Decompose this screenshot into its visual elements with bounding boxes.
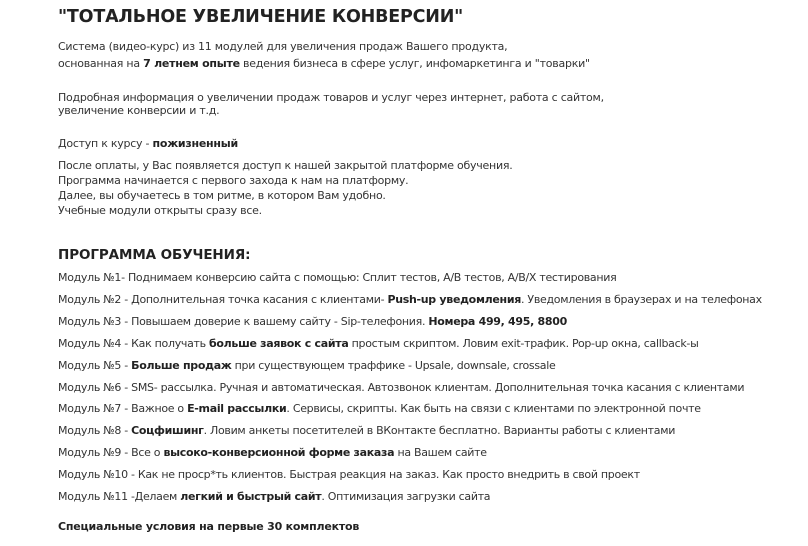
special-offer: Специальные условия на первые 30 комплектов <box>58 520 360 533</box>
module-highlight: больше заявок с сайта <box>209 336 349 350</box>
intro-experience-highlight: 7 летнем опыте <box>143 57 240 70</box>
after-payment-line: Учебные модули открыты сразу все. <box>58 204 262 217</box>
module-text-after: . Сервисы, скрипты. Как быть на связи с клиентами по электронной почте <box>286 402 701 416</box>
access-value: пожизненный <box>152 137 238 150</box>
module-text: Модуль №1- Поднимаем конверсию сайта с помощью: Сплит тестов, A/B тестов, A/B/X тестирования <box>58 271 617 284</box>
module-highlight: Номера 499, 495, 8800 <box>428 314 567 328</box>
module-item <box>58 358 555 373</box>
intro-line-2-post: ведения бизнеса в сфере услуг, инфомаркетинга и "товарки" <box>239 57 590 70</box>
module-text: Модуль №5 - <box>58 358 132 372</box>
intro-line-1: Система (видео-курс) из 11 модулей для увеличения продаж Вашего продукта, <box>58 40 508 53</box>
course-title: "ТОТАЛЬНОЕ УВЕЛИЧЕНИЕ КОНВЕРСИИ" <box>58 7 464 27</box>
access-line <box>58 136 238 151</box>
module-highlight: Больше продаж <box>131 358 232 372</box>
after-payment-line: Программа начинается с первого захода к нам на платформу. <box>58 174 409 187</box>
module-item <box>58 336 698 351</box>
module-text: Модуль №8 - <box>58 424 132 438</box>
module-text-after: при существующем траффике - Upsale, downsale, crossale <box>231 358 556 372</box>
module-item <box>58 467 640 482</box>
module-highlight: Push-up уведомления <box>387 292 522 306</box>
module-text-after: . Уведомления в браузерах и на телефонах <box>521 292 762 306</box>
module-item <box>58 489 490 504</box>
module-text: Модуль №10 - Как не проср*ть клиентов. Быстрая реакция на заказ. Как просто внедрить в свой проект <box>58 468 640 482</box>
details-line-2: увеличение конверсии и т.д. <box>58 104 220 117</box>
intro-line-2 <box>58 56 590 71</box>
after-payment-line: Далее, вы обучаетесь в том ритме, в котором Вам удобно. <box>58 189 386 202</box>
access-label: Доступ к курсу - <box>58 137 153 150</box>
module-item <box>58 292 762 307</box>
intro-line-2-pre: основанная на <box>58 57 144 70</box>
module-item <box>58 401 701 416</box>
module-text: Модуль №4 - Как получать <box>58 336 210 350</box>
module-item <box>58 423 675 438</box>
module-highlight: E-mail рассылки <box>187 402 287 416</box>
module-item <box>58 314 567 329</box>
program-heading: ПРОГРАММА ОБУЧЕНИЯ: <box>58 247 251 263</box>
module-text: Модуль №6 - SMS- рассылка. Ручная и автоматическая. Автозвонок клиентам. Дополнительная точка касания с клиентами <box>58 380 745 394</box>
module-highlight: легкий и быстрый сайт <box>180 490 322 503</box>
module-highlight: высоко-конверсионной форме заказа <box>163 446 395 460</box>
module-text: Модуль №7 - Важное о <box>58 402 188 416</box>
module-text-after: . Ловим анкеты посетителей в ВКонтакте бесплатно. Варианты работы с клиентами <box>203 424 676 438</box>
module-item <box>58 380 744 395</box>
after-payment-line: После оплаты, у Вас появляется доступ к нашей закрытой платформе обучения. <box>58 159 513 172</box>
module-text-after: на Вашем сайте <box>394 446 487 460</box>
module-highlight: Соцфишинг <box>131 424 204 438</box>
details-line-1: Подробная информация о увеличении продаж товаров и услуг через интернет, работа с сайтом, <box>58 91 604 104</box>
module-text: Модуль №11 -Делаем <box>58 490 181 503</box>
module-text-after: простым скриптом. Ловим exit-трафик. Pop-up окна, callback-ы <box>348 336 699 350</box>
module-text-after: . Оптимизация загрузки сайта <box>321 490 491 503</box>
module-item <box>58 270 616 285</box>
module-item <box>58 445 487 460</box>
module-text: Модуль №2 - Дополнительная точка касания с клиентами- <box>58 292 388 306</box>
module-text: Модуль №9 - Все о <box>58 446 164 460</box>
module-text: Модуль №3 - Повышаем доверие к вашему сайту - Sip-телефония. <box>58 314 429 328</box>
